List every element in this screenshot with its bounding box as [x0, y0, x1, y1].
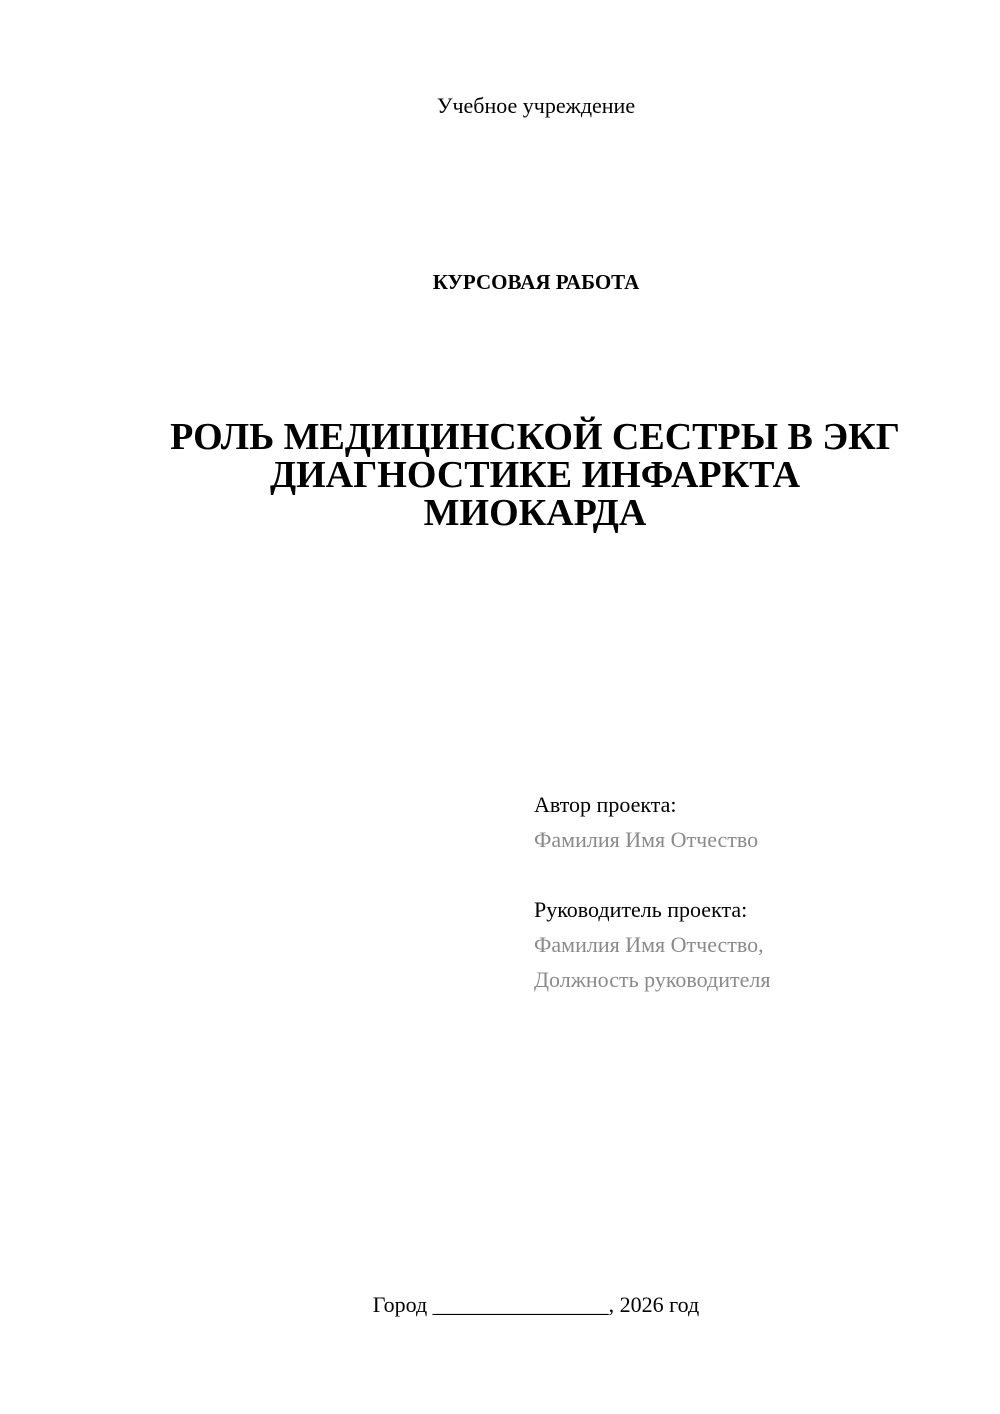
- spacer: [534, 857, 974, 892]
- title-line-1: РОЛЬ МЕДИЦИНСКОЙ СЕСТРЫ В ЭКГ: [170, 416, 900, 458]
- city-year-footer: Город ________________, 2026 год: [372, 1292, 700, 1317]
- author-label: Автор проекта:: [534, 792, 677, 817]
- institution-name: Учебное учреждение: [436, 93, 636, 118]
- supervisor-position: Должность руководителя: [534, 967, 771, 992]
- supervisor-name: Фамилия Имя Отчество,: [534, 932, 764, 957]
- document-title: [150, 418, 920, 532]
- title-line-3: МИОКАРДА: [423, 492, 647, 534]
- title-line-2: ДИАГНОСТИКЕ ИНФАРКТА: [269, 454, 801, 496]
- author-name: Фамилия Имя Отчество: [534, 827, 759, 852]
- work-type-heading: КУРСОВАЯ РАБОТА: [432, 270, 640, 294]
- supervisor-label: Руководитель проекта:: [534, 897, 748, 922]
- project-people-block: [534, 787, 974, 997]
